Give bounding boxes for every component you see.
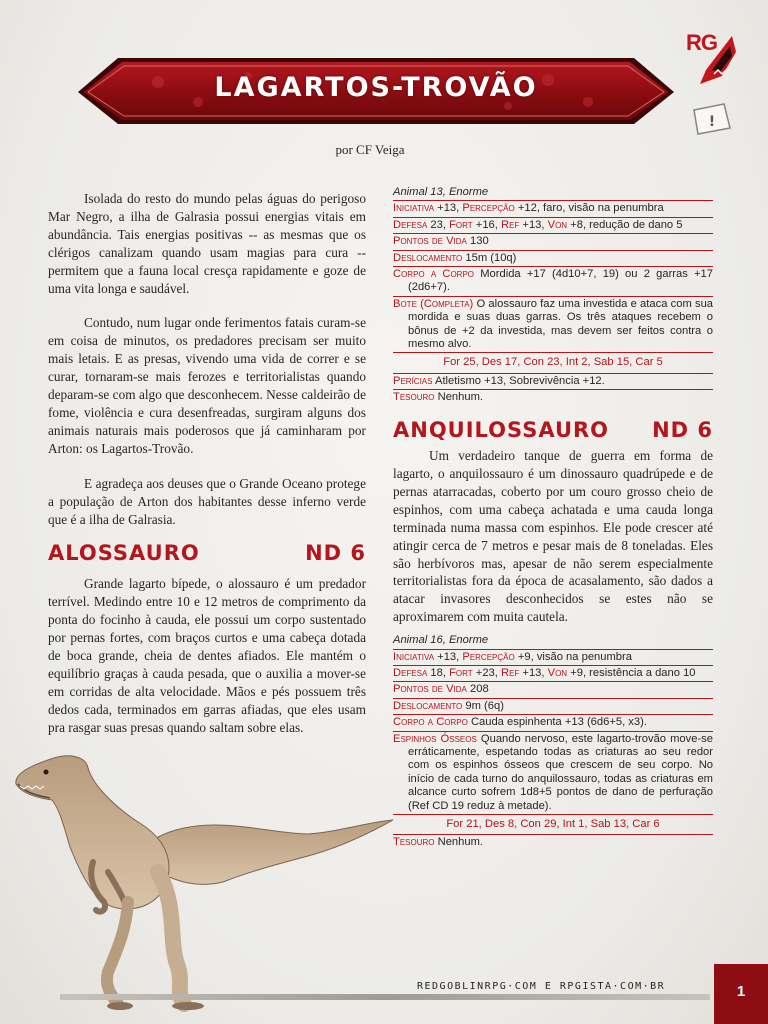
stat-hit-points: Pontos de Vida 130 bbox=[393, 234, 713, 250]
creature-description: Um verdadeiro tanque de guerra em forma de lagarto, o anquilossauro é um dinossauro quadrúpede e de pernas atarracadas, coberto por um couro grosso cheio de espinhos, com uma cabeça achatada e uma cauda longa terminada numa massa com espinhos. Ele pode crescer até atingir cerca de 7 metros e pesar mais de 8 toneladas. Eles são herbívoros mas, apesar de não serem especialmente territorialistas fora da época de acasalamento, são dados a atacar invasores desconhecidos se estes não se aproximarem com muita cautela. bbox=[393, 448, 713, 625]
goblin-logo-icon bbox=[686, 30, 742, 90]
stat-ability-espinhos: Espinhos Ósseos Quando nervoso, este lagarto-trovão move-se erráticamente, espetando todas as criaturas ao seu redor com os espinhos ósseos que crescem de seu corpo. No início de cada turno do anquilossauro, todas as criaturas em alcance curto sofrem 1d8+5 pontos de dano de perfuração (Ref CD 19 reduz à metade). bbox=[393, 732, 713, 812]
stat-movement: Deslocamento 9m (6q) bbox=[393, 699, 713, 715]
creature-nd: ND 6 bbox=[652, 417, 713, 442]
stat-defense: Defesa 18, Fort +23, Ref +13, Von +9, resistência a dano 10 bbox=[393, 666, 713, 682]
footer-sites: REDGOBLINRPG·COM E RPGISTA·COM·BR bbox=[417, 981, 666, 992]
alossauro-statblock bbox=[393, 186, 713, 406]
stat-melee: Corpo a Corpo Cauda espinhenta +13 (6d6+5, x3). bbox=[393, 715, 713, 731]
creature-description: Grande lagarto bípede, o alossauro é um predador terrível. Medindo entre 10 e 12 metros de comprimento da ponta do focinho à cauda, ele possui um corpo sustentado por pernas fortes, com braços curtos e uma cabeça dotada de boca grande, cheia de dentes afiados. Ele mantém o equilíbrio graças à cauda pesada, que o auxilia a mover-se em corridas de alta velocidade. Mãos e pés possuem três dedos cada, terminados em garras afiadas, que eles usam pra rasgar suas presas quando saltam sobre elas. bbox=[48, 576, 366, 735]
section-heading-alossauro bbox=[48, 541, 366, 566]
section-heading-anquilossauro bbox=[393, 417, 713, 442]
stat-treasure: Tesouro Nenhum. bbox=[393, 391, 484, 404]
creature-name: ANQUILOSSAURO bbox=[393, 417, 610, 442]
intro-paragraph: E agradeça aos deuses que o Grande Oceano protege a população de Arton dos habitantes desse inferno verde que é a ilha de Galrasia. bbox=[48, 475, 366, 527]
page-number: 1 bbox=[714, 964, 768, 1024]
exclamation-tag-icon bbox=[690, 100, 734, 138]
stat-defense: Defesa 23, Fort +16, Ref +13, Von +8, redução de dano 5 bbox=[393, 218, 713, 234]
stat-attributes: For 21, Des 8, Con 29, Int 1, Sab 13, Car 6 bbox=[393, 814, 713, 835]
stat-type: Animal 13, Enorme bbox=[393, 186, 713, 201]
title-banner bbox=[78, 52, 674, 130]
stat-melee: Corpo a Corpo Mordida +17 (4d10+7, 19) ou 2 garras +17 (2d6+7). bbox=[393, 267, 713, 297]
stat-ability-bote: Bote (Completa) O alossauro faz uma investida e ataca com sua mordida e suas duas garras. Os três ataques recebem o bônus de +2 da investida, mas devem ser feitos contra o mesmo alvo. bbox=[393, 297, 714, 351]
stat-attributes: For 25, Des 17, Con 23, Int 2, Sab 15, Car 5 bbox=[393, 352, 713, 373]
right-column bbox=[393, 186, 713, 851]
stat-initiative: Iniciativa +13, Percepção +12, faro, visão na penumbra bbox=[393, 201, 713, 217]
stat-skills: Perícias Atletismo +13, Sobrevivência +12. bbox=[393, 374, 713, 390]
anquilossauro-statblock bbox=[393, 634, 713, 851]
intro-paragraph: Contudo, num lugar onde ferimentos fatais curam-se em coisa de minutos, os predadores precisam ser muito mais letais. E as presas, vivendo uma vida de correr e se curar, tornaram-se mais ferozes e territorialistas quando deparam-se com algo que desconhecem. Nesse caldeirão de fome, violência e cura desenfreadas, surgiram alguns dos animais naturais mais poderosos que já caminharam por Arton: os Lagartos-Trovão. bbox=[48, 315, 366, 456]
svg-text:!: ! bbox=[708, 114, 716, 130]
allosaurus-illustration bbox=[8, 742, 400, 1012]
page-title: LAGARTOS-TROVÃO bbox=[214, 72, 538, 103]
byline: por CF Veiga bbox=[335, 142, 405, 157]
intro-paragraph: Isolada do resto do mundo pelas águas do perigoso Mar Negro, a ilha de Galrasia possui energias vitais em abundância. Tais energias positivas -- as mesmas que os clérigos canalizam quando usam magias para cura -- permitem que a fauna local cresça rapidamente e goze de uma vita longa e saudável. bbox=[48, 191, 366, 296]
stat-hit-points: Pontos de Vida 208 bbox=[393, 682, 713, 698]
stat-movement: Deslocamento 15m (10q) bbox=[393, 251, 713, 267]
creature-name: ALOSSAURO bbox=[48, 541, 200, 566]
creature-nd: ND 6 bbox=[305, 541, 366, 566]
footer-divider bbox=[60, 994, 710, 1000]
stat-treasure: Tesouro Nenhum. bbox=[393, 836, 484, 849]
stat-initiative: Iniciativa +13, Percepção +9, visão na penumbra bbox=[393, 650, 713, 666]
stat-type: Animal 16, Enorme bbox=[393, 634, 713, 649]
rg-logo: RG bbox=[686, 30, 742, 90]
left-column bbox=[48, 190, 366, 753]
